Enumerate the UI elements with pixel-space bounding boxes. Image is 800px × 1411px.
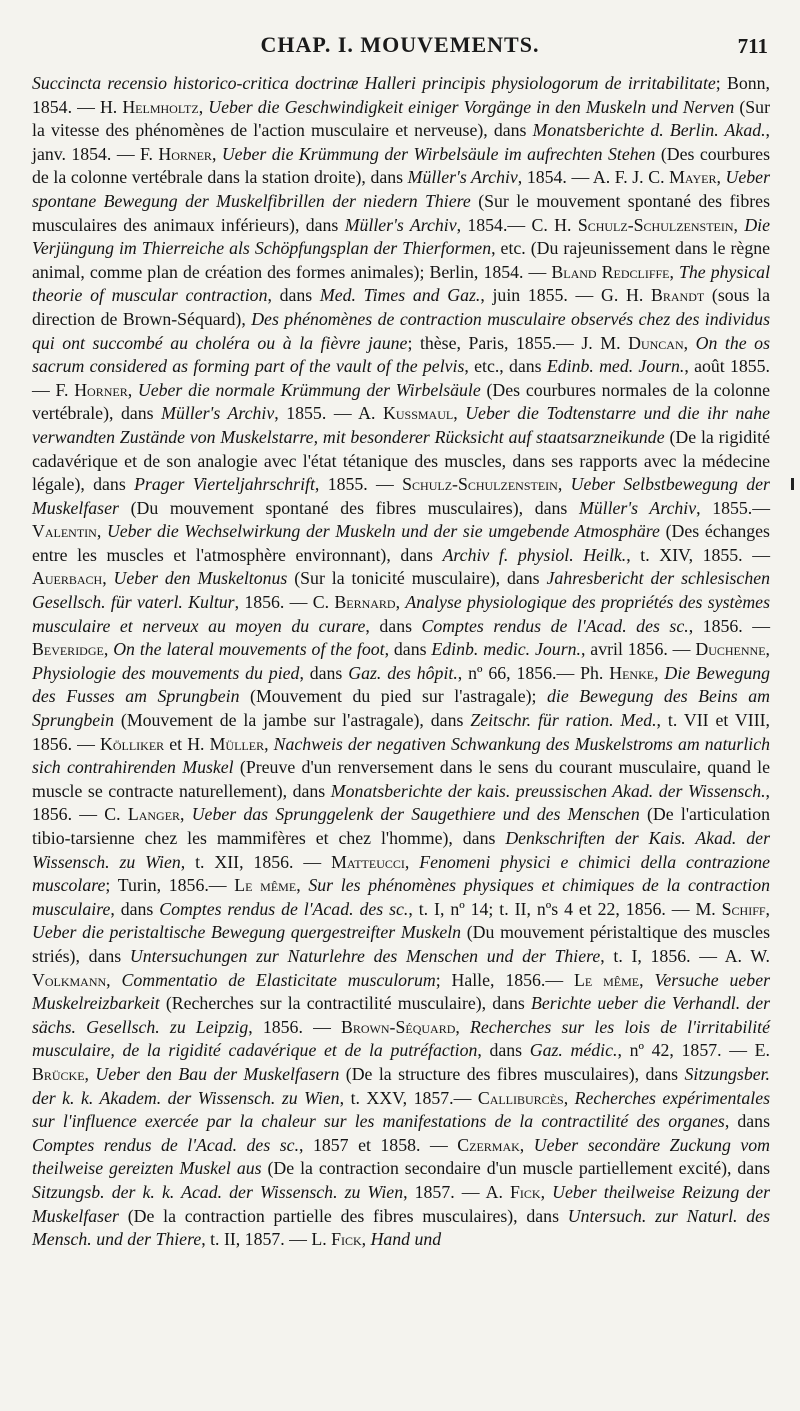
text-run: , 1857 et 1858. — [299,1134,458,1155]
text-run: (De la contraction secondaire d'un muscle partiellement excité), dans [261,1158,771,1179]
text-run: , [453,403,466,424]
text-run: , juin 1855. — G. H. [480,285,652,306]
text-run: , [683,332,696,353]
text-run: , dans [365,615,422,636]
italic-title: Jahresbericht der schlesischen Gesellsch. für vaterl. Kultur [32,568,770,613]
italic-title: Die Verjüngung im Thierreiche als Schöpfungsplan der Thierformen [32,214,770,259]
author-name: Le même [234,875,297,896]
text-run: , [716,167,726,188]
author-name: Henke [609,662,655,683]
text-run: , [361,1229,371,1250]
text-run: , [106,969,122,990]
italic-title: Ueber Selbstbewegung der Muskelfaser [32,474,770,518]
author-name: Fick [331,1229,362,1250]
text-run: , [733,214,745,235]
text-run: , [264,733,274,754]
italic-title: Ueber die Geschwindigkeit einiger Vorgänge in den Muskeln und Nerven [208,96,735,117]
text-run: , t. XXV, 1857.— [339,1087,478,1108]
text-run: ; Halle, 1856.— [435,969,575,990]
italic-title: On the lateral mouvements of the foot [113,639,385,660]
italic-title: Fenomeni physici e chimici della contrazione muscolare [32,851,771,896]
text-run: , [296,875,309,896]
italic-title: Comptes rendus de l'Acad. des sc. [421,615,689,636]
text-run: (Sur le mouvement spontané des fibres musculaires des animaux inférieurs), dans [32,190,770,235]
italic-title: Comptes rendus de l'Acad. des sc. [32,1134,300,1155]
text-run: , dans [267,285,320,306]
text-run: ; Bonn, 1854. — H. [32,73,770,117]
italic-title: Analyse physiologique des propriétés des systèmes musculaire et nerveux au moyen du curare [32,592,770,636]
text-run: , janv. 1854. — F. [32,120,770,164]
text-run: , [395,592,406,613]
italic-title: Succincta recensio historico-critica doctrinæ Halleri principis physiologorum de irritabilitate [32,73,716,93]
italic-title: Ueber die Todtenstarre und die ihr nahe verwandten Zustände von Muskelstarre, mit besonderer Rücksicht auf staatsarzneikunde [32,403,771,447]
author-name: Langer [127,804,181,825]
text-run: , [669,261,680,282]
text-run: , [127,379,138,400]
text-run: (De la rigidité cadavérique et de son analogie avec l'état tétanique des muscles, dans ses rapports avec la médecine légale), dans [32,426,770,495]
italic-title: Physiologie des mouvements du pied [32,662,300,683]
text-run: , t. XII, 1856. — [180,851,332,872]
text-run: , [765,639,770,660]
italic-title: Monatsberichte der kais. preussischen Akad. der Wissensch. [330,780,766,801]
author-name: Kölliker [100,733,165,754]
italic-title: Müller's Archiv [578,497,697,518]
text-run: , nº 42, 1857. — E. [617,1040,770,1061]
text-run: , 1856. — [248,1016,342,1037]
author-name: Beveridge [32,639,104,660]
bibliography-text [32,72,770,1252]
text-run: , 1856. — C. [32,780,770,825]
author-name: Bland Redcliffe [551,261,670,282]
italic-title: Gaz. des hôpit. [348,662,458,683]
author-name: Schulz-Schulzenstein [402,474,558,495]
text-run: , [654,662,665,683]
italic-title: On the os sacrum considered as forming part of the vault of the pelvis [32,332,770,377]
author-name: Bernard [334,592,396,613]
italic-title: Comptes rendus de l'Acad. des sc. [159,898,409,919]
italic-title: Edinb. medic. Journ. [431,639,581,660]
text-run: , nº 66, 1856.— Ph. [457,662,610,683]
text-run: , août 1855.— F. [32,356,770,400]
italic-title: Ueber die normale Krümmung der Wirbelsäule [137,379,481,400]
italic-title: Müller's Archiv [407,167,518,188]
author-name: Brücke [32,1063,85,1084]
text-run: (De l'articulation tibio-tarsienne chez les mammifères et chez l'homme), dans [32,804,771,848]
italic-title: Ueber die Wechselwirkung der Muskeln und der sie umgebende Atmosphäre [106,521,660,542]
text-run: , [211,143,222,164]
text-run: , 1854. — A. F. J. C. [517,167,670,188]
text-run: , [765,898,770,919]
text-run: , [519,1134,534,1155]
text-run: (Du mouvement spontané des fibres musculaires), dans [118,497,579,518]
italic-title: Müller's Archiv [344,214,457,235]
italic-title: Ueber theilweise Reizung der Muskelfaser [32,1181,771,1226]
italic-title: Sitzungsber. der k. k. Akadem. der Wissensch. zu Wien [32,1063,770,1108]
text-run: , [103,639,114,660]
author-name: Calliburcès [477,1087,564,1108]
author-name: Volkmann [32,969,107,990]
italic-title: Sur les phénomènes physiques et chimiques de la contraction musculaire [32,875,770,919]
italic-title: Prager Vierteljahrschrift [134,474,315,495]
text-run: , [404,851,420,872]
author-name: Matteucci [331,851,405,872]
text-run: ; Turin, 1856.— [105,875,235,896]
author-name: Duncan [628,332,684,353]
text-run: , dans [477,1040,530,1061]
text-run: , [563,1087,575,1108]
author-name: Helmholtz [122,96,199,117]
text-run: (De la structure des fibres musculaires), dans [339,1063,685,1084]
text-run: (Des échanges entre les muscles et l'atmosphère environnant), dans [32,521,770,565]
text-run: , t. VII et VIII, 1856. — [32,710,770,754]
italic-title: The physical theorie of muscular contraction [32,261,771,306]
text-run: , t. II, 1857. — L. [201,1229,332,1250]
text-run: ; thèse, Paris, 1855.— J. M. [407,332,629,353]
text-run: , etc. (Du rajeunissement dans le règne animal, comme plan de création des formes animales); Berlin, 1854. — [32,238,770,282]
author-name: Brandt [651,285,705,306]
author-name: Schiff [721,898,766,919]
italic-title: Zeitschr. für ration. Med. [470,710,657,731]
text-run: , 1855. — A. [274,403,384,424]
italic-title: Monatsberichte d. Berlin. Akad. [532,120,766,141]
text-run: , t. I, 1856. — A. W. [600,945,770,966]
text-run: (Du mouvement péristaltique des muscles striés), dans [32,922,770,966]
italic-title: Edinb. med. Journ. [546,356,685,377]
italic-title: Berichte ueber die Verhandl. der sächs. Gesellsch. zu Leipzig [32,993,771,1037]
italic-title: Ueber spontane Bewegung der Muskelfibrillen der niedern Thiere [32,167,770,211]
italic-title: Müller's Archiv [161,403,275,424]
text-run: , [455,1016,471,1037]
italic-title: Denkschriften der Kais. Akad. der Wissensch. zu Wien [32,828,770,872]
italic-title: Nachweis der negativen Schwankung des Muskelstroms am naturlich sich contrahirenden Muskel [32,733,770,778]
text-run: , t. XIV, 1855. — [626,544,770,565]
author-name: Auerbach [32,568,103,589]
text-run: , 1854.— C. H. [456,214,578,235]
italic-title: Commentatio de Elasticitate musculorum [121,969,436,990]
page-header [32,28,768,64]
text-run: , dans [299,662,349,683]
italic-title: Untersuchungen zur Naturlehre des Menschen und der Thiere [129,945,601,966]
text-run: et H. [164,733,210,754]
text-run: , [639,969,655,990]
text-run: (Preuve d'un renversement dans le sens du courant musculaire, quand le muscle se contracte naturellement), dans [32,757,770,801]
author-name: Brown-Séquard [341,1016,456,1037]
text-run: (De la contraction partielle des fibres musculaires), dans [118,1205,568,1226]
author-name: Mayer [669,167,717,188]
text-run: , dans [724,1111,770,1132]
author-name: Horner [74,379,128,400]
text-run: (Sur la vitesse des phénomènes de l'action musculaire et nerveuse), dans [32,96,770,141]
author-name: Horner [158,143,212,164]
text-run: (Des courbures normales de la colonne vertébrale), dans [32,379,770,424]
author-name: Duchenne [695,639,766,660]
author-name: Müller [209,733,265,754]
author-name: Schulz-Schulzenstein [577,214,734,235]
italic-title: Gaz. médic. [529,1040,618,1061]
text-run: (Mouvement du pied sur l'astragale); [239,686,548,707]
text-run: , [96,521,107,542]
text-run: , [84,1063,96,1084]
author-name: Le même [574,969,640,990]
italic-title: Sitzungsb. der k. k. Acad. der Wissensch. zu Wien [32,1181,404,1202]
italic-title: Die Bewegung des Fusses am Sprungbein [32,662,771,707]
text-run: , dans [384,639,432,660]
author-name: Kussmaul [383,403,454,424]
italic-title: Ueber das Sprunggelenk der Saugethiere und des Menschen [191,804,640,825]
italic-title: Ueber den Muskeltonus [113,568,288,589]
italic-title: Archiv f. physiol. Heilk. [442,544,627,565]
italic-title: Des phénomènes de contraction musculaire observés chez des individus qui ont succombé au choléra ou à la fièvre jaune [32,308,770,353]
text-run: (Recherches sur la contractilité musculaire), dans [159,993,531,1014]
text-run: , [198,96,209,117]
italic-title: Hand und [370,1229,442,1250]
italic-title: Versuche ueber Muskelreizbarkeit [32,969,771,1014]
text-run: (Mouvement de la jambe sur l'astragale), dans [114,710,471,731]
text-run: , 1855.— [696,497,770,518]
italic-title: Recherches expérimentales sur l'influence exercée par la chaleur sur les manifestations de la contractilité des organes [32,1087,771,1132]
italic-title: die Bewegung des Beins am Sprungbein [32,686,770,731]
text-run: , t. I, nº 14; t. II, nºs 4 et 22, 1856. — M. [408,898,722,919]
italic-title: Ueber die Krümmung der Wirbelsäule im aufrechten Stehen [221,143,656,164]
italic-title: Med. Times and Gaz. [319,285,481,306]
text-run: (sous la direction de Brown-Séquard), [32,285,771,329]
text-run: , [102,568,114,589]
italic-title: Ueber die peristaltische Bewegung quergestreifter Muskeln [32,922,462,943]
italic-title: Ueber secondäre Zuckung vom theilweise gereizten Muskel aus [32,1134,771,1179]
text-run: , dans [110,898,160,919]
running-head: CHAP. I. MOUVEMENTS. [260,32,540,57]
text-run: , 1855. — [314,474,403,495]
bibliography-paragraph [32,72,770,1252]
text-run: , 1856. — C. [234,592,335,613]
text-run: , [180,804,192,825]
italic-title: Ueber den Bau der Muskelfasern [95,1063,340,1084]
text-run: , 1856. — [688,615,770,636]
author-name: Fick [510,1181,541,1202]
text-run: (Des courbures de la colonne vertébrale dans la station droite), dans [32,143,770,188]
page-edge-mark [791,478,794,490]
italic-title: Recherches sur les lois de l'irritabilité musculaire, de la rigidité cadavérique et de la putréfaction [32,1016,770,1061]
italic-title: Untersuch. zur Naturl. des Mensch. und der Thiere [32,1205,770,1250]
author-name: Valentin [32,521,97,542]
text-run: , 1857. — A. [403,1181,511,1202]
text-run: , etc., dans [464,356,547,377]
author-name: Czermak [457,1134,520,1155]
page-number: 711 [737,34,768,58]
text-run: (Sur la tonicité musculaire), dans [287,568,547,589]
text-run: , avril 1856. — [580,639,696,660]
text-run: , [540,1181,553,1202]
text-run: , [557,474,571,495]
